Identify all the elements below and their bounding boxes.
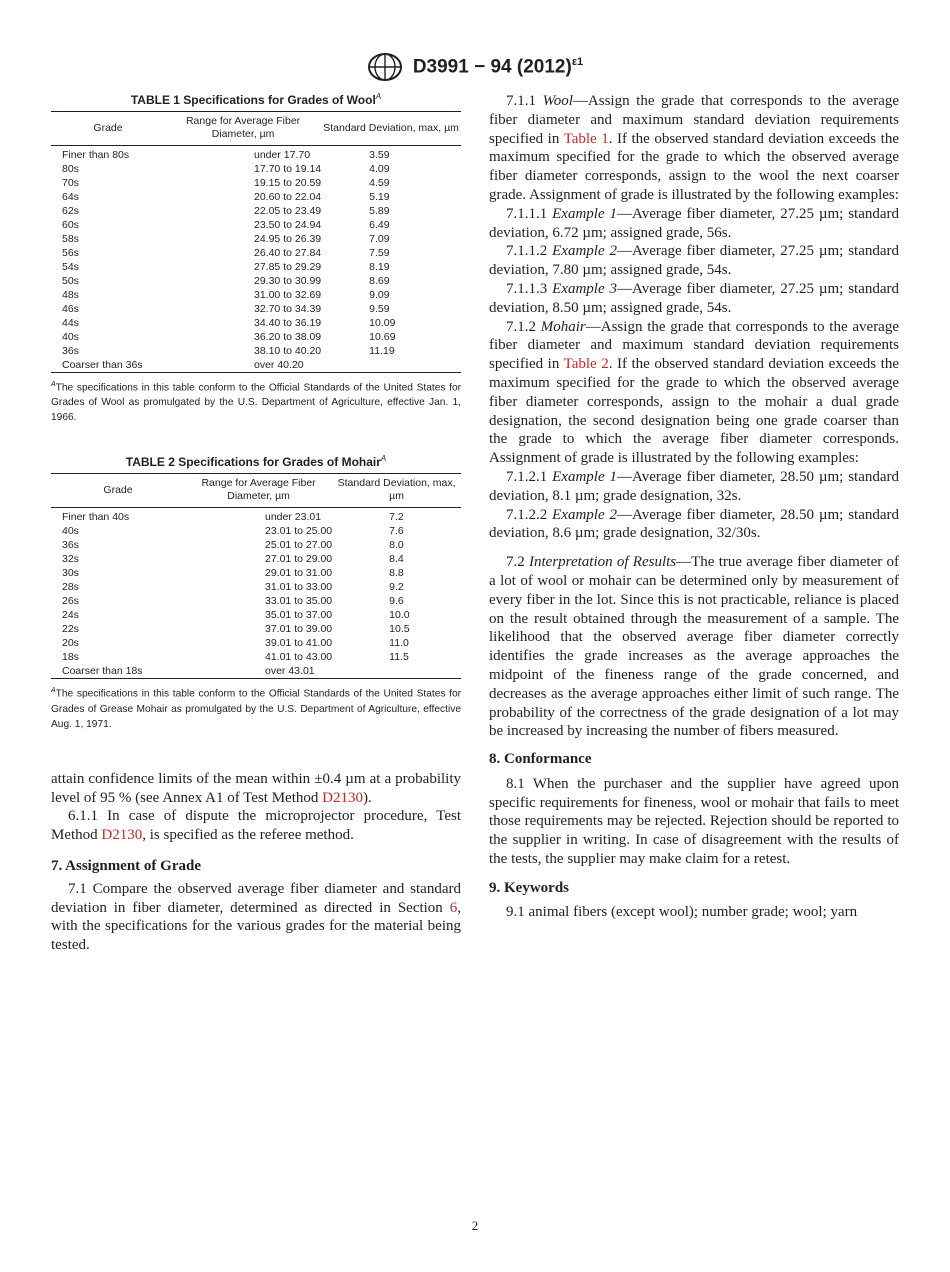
left-body-text bbox=[51, 770, 461, 955]
table-row bbox=[51, 330, 461, 344]
grade-cell: Finer than 40s bbox=[62, 511, 130, 524]
stddev-cell: 11.19 bbox=[369, 345, 395, 357]
grade-cell: Finer than 80s bbox=[62, 149, 130, 161]
range-cell: over 40.20 bbox=[254, 359, 304, 371]
stddev-cell: 9.6 bbox=[389, 595, 404, 608]
grade-cell: 48s bbox=[62, 289, 79, 301]
paragraph-9-1: 9.1 animal fibers (except wool); number grade; wool; yarn bbox=[506, 903, 858, 920]
table-1-header-stddev: Standard Deviation, max, µm bbox=[323, 121, 459, 134]
left-column bbox=[51, 92, 461, 955]
paragraph-7-1-2-1: 7.1.2.1 Example 1—Average fiber diameter, 28.50 µm; standard deviation, 8.1 µm; grade designation, 32s. bbox=[489, 468, 900, 504]
grade-cell: 62s bbox=[62, 205, 79, 217]
table-row bbox=[51, 246, 461, 260]
range-cell: 19.15 to 20.59 bbox=[254, 177, 322, 189]
d2130-link[interactable]: D2130 bbox=[101, 827, 143, 844]
range-cell: under 23.01 bbox=[265, 511, 322, 524]
table-1-block bbox=[51, 92, 461, 425]
stddev-cell: 8.8 bbox=[389, 567, 404, 580]
grade-cell: 70s bbox=[62, 177, 79, 189]
right-column bbox=[489, 92, 899, 921]
range-cell: 23.50 to 24.94 bbox=[254, 219, 322, 231]
table-1-title: TABLE 1 Specifications for Grades of Wool$^A$ bbox=[130, 92, 382, 107]
paragraph-7-1-2-2: 7.1.2.2 Example 2—Average fiber diameter, 28.50 µm; standard deviation, 8.6 µm; grade designation, 32/30s. bbox=[489, 506, 900, 542]
stddev-cell: 10.0 bbox=[389, 609, 410, 622]
stddev-cell: 9.59 bbox=[369, 303, 390, 315]
grade-cell: 64s bbox=[62, 191, 79, 203]
paragraph-7-1-1-2: 7.1.1.2 Example 2—Average fiber diameter, 27.25 µm; standard deviation, 7.80 µm; assigned grade, 54s. bbox=[489, 243, 900, 279]
stddev-cell: 11.5 bbox=[389, 651, 409, 664]
range-cell: 22.05 to 23.49 bbox=[254, 205, 322, 217]
range-cell: 37.01 to 39.00 bbox=[265, 623, 333, 636]
table-row bbox=[51, 594, 461, 608]
stddev-cell: 9.2 bbox=[389, 581, 404, 594]
table-1 bbox=[51, 111, 461, 373]
grade-cell: 56s bbox=[62, 247, 79, 259]
range-cell: 24.95 to 26.39 bbox=[254, 233, 322, 245]
table-1-footnote: $^A$The specifications in this table conform to the Official Standards of the United States for Grades of Wool as promulgated by the U.S. Department of Agriculture, effective Jan. 1, 1966. bbox=[51, 381, 461, 424]
stddev-cell: 5.89 bbox=[369, 205, 390, 217]
page-number: 2 bbox=[471, 1218, 479, 1233]
range-cell: 27.01 to 29.00 bbox=[265, 553, 333, 566]
table-row bbox=[51, 524, 461, 538]
table-row bbox=[51, 538, 461, 552]
astm-logo-icon bbox=[367, 52, 403, 82]
table-2-title: TABLE 2 Specifications for Grades of Mohair$^A$ bbox=[125, 454, 387, 470]
grade-cell: 18s bbox=[62, 651, 79, 664]
stddev-cell bbox=[321, 358, 461, 373]
table-row bbox=[51, 358, 461, 373]
grade-cell: 36s bbox=[62, 539, 79, 552]
table-2-block bbox=[51, 454, 461, 731]
range-cell: 17.70 to 19.14 bbox=[254, 163, 322, 175]
paragraph-7-1: 7.1 Compare the observed average fiber diameter and standard deviation in fiber diameter, determined as directed in Section 6, with the specifications for the various grades for the material being tested. bbox=[51, 880, 461, 954]
grade-cell: 32s bbox=[62, 553, 79, 566]
paragraph-7-1-1: 7.1.1 Wool—Assign the grade that corresponds to the average fiber diameter and maximum standard deviation requirements specified in Table 1. If the observed standard deviation exceeds the maximum specified for the grade to which the observed average fiber diameter corresponds, assign to the wool the next coarser grade. Assignment of grade is illustrated by the following examples: bbox=[489, 93, 900, 203]
table-row bbox=[51, 204, 461, 218]
range-cell: 41.01 to 43.00 bbox=[265, 651, 333, 664]
table-2-header-stddev: Standard Deviation, max, µm bbox=[337, 477, 456, 503]
section-8-heading: 8. Conformance bbox=[489, 751, 592, 768]
range-cell: 36.20 to 38.09 bbox=[254, 331, 322, 343]
range-cell: over 43.01 bbox=[265, 665, 315, 678]
table-row bbox=[51, 274, 461, 288]
table-row bbox=[51, 508, 461, 525]
stddev-cell: 7.09 bbox=[369, 233, 390, 245]
stddev-cell: 8.4 bbox=[389, 553, 404, 566]
table-2-footnote: $^A$The specifications in this table conform to the Official Standards of the United States for Grades of Grease Mohair as promulgated by the U.S. Department of Agriculture, effective Aug. 1, 1971. bbox=[51, 687, 461, 730]
section-7-heading: 7. Assignment of Grade bbox=[51, 857, 201, 874]
grade-cell: 44s bbox=[62, 317, 79, 329]
table-row bbox=[51, 162, 461, 176]
table-row bbox=[51, 288, 461, 302]
stddev-cell: 10.5 bbox=[389, 623, 410, 636]
grade-cell: Coarser than 36s bbox=[62, 359, 143, 371]
table-1-header-range: Range for Average Fiber Diameter, µm bbox=[185, 115, 301, 140]
grade-cell: 80s bbox=[62, 163, 79, 175]
range-cell: 38.10 to 40.20 bbox=[254, 345, 322, 357]
d2130-link[interactable]: D2130 bbox=[322, 789, 363, 806]
range-cell: under 17.70 bbox=[254, 149, 311, 161]
range-cell: 35.01 to 37.00 bbox=[265, 609, 333, 622]
table-row bbox=[51, 218, 461, 232]
paragraph-7-1-1-3: 7.1.1.3 Example 3—Average fiber diameter, 27.25 µm; standard deviation, 8.50 µm; assigned grade, 54s. bbox=[489, 280, 900, 316]
stddev-cell: 7.6 bbox=[389, 525, 404, 538]
range-cell: 23.01 to 25.00 bbox=[265, 525, 333, 538]
grade-cell: 54s bbox=[62, 261, 79, 273]
range-cell: 33.01 to 35.00 bbox=[265, 595, 333, 608]
stddev-cell: 10.69 bbox=[369, 331, 396, 343]
document-designation: D3991 − 94 $(2012)^{\varepsilon 1}$ bbox=[412, 55, 584, 78]
range-cell: 39.01 to 41.00 bbox=[265, 637, 333, 650]
table-2-header-range: Range for Average Fiber Diameter, µm bbox=[201, 477, 316, 503]
grade-cell: 40s bbox=[62, 525, 79, 538]
grade-cell: 58s bbox=[62, 233, 79, 245]
table-row bbox=[51, 636, 461, 650]
stddev-cell: 3.59 bbox=[369, 149, 390, 161]
grade-cell: 24s bbox=[62, 609, 79, 622]
grade-cell: 30s bbox=[62, 567, 79, 580]
stddev-cell: 4.59 bbox=[369, 177, 390, 189]
table-row bbox=[51, 146, 461, 163]
paragraph-7-1-1-1: 7.1.1.1 Example 1—Average fiber diameter, 27.25 µm; standard deviation, 6.72 µm; assigned grade, 56s. bbox=[489, 205, 900, 241]
table-row bbox=[51, 650, 461, 664]
grade-cell: 20s bbox=[62, 637, 79, 650]
range-cell: 20.60 to 22.04 bbox=[254, 191, 322, 203]
grade-cell: 22s bbox=[62, 623, 79, 636]
grade-cell: 36s bbox=[62, 345, 79, 357]
stddev-cell: 7.2 bbox=[389, 511, 404, 524]
table-2-header-grade: Grade bbox=[103, 483, 133, 496]
table-row bbox=[51, 552, 461, 566]
paragraph-6-1-1: 6.1.1 In case of dispute the microprojector procedure, Test Method D2130, is specified as the referee method. bbox=[51, 808, 461, 844]
range-cell: 31.01 to 33.00 bbox=[265, 581, 333, 594]
paragraph-confidence-limits: attain confidence limits of the mean within ±0.4 µm at a probability level of 95 % (see Annex A1 of Test Method D2130). bbox=[51, 770, 461, 806]
grade-cell: 46s bbox=[62, 303, 79, 315]
table-row bbox=[51, 316, 461, 330]
section-6-link[interactable]: 6 bbox=[449, 899, 458, 916]
stddev-cell: 5.19 bbox=[369, 191, 390, 203]
stddev-cell: 11.0 bbox=[389, 637, 409, 650]
range-cell: 25.01 to 27.00 bbox=[265, 539, 333, 552]
table-row bbox=[51, 566, 461, 580]
grade-cell: 28s bbox=[62, 581, 79, 594]
range-cell: 29.01 to 31.00 bbox=[265, 567, 333, 580]
paragraph-7-2: 7.2 Interpretation of Results—The true average fiber diameter of a lot of wool or mohair can be determined only by measurement of every fiber in the lot. Since this is not practicable, reliance is placed on the result obtained through the measurement of a sample. The likelihood that the observed average fiber diameter correctly identifies the grade increases as the average approaches the midpoint of the fineness range of the grade concerned, and decreases as the average approaches either limit of such range. The probability of the correctness of the grade designation of a lot may be increased by increasing the number of fibers measured. bbox=[489, 554, 899, 740]
range-cell: 32.70 to 34.39 bbox=[254, 303, 322, 315]
table-row bbox=[51, 608, 461, 622]
range-cell: 26.40 to 27.84 bbox=[254, 247, 322, 259]
grade-cell: 50s bbox=[62, 275, 79, 287]
table-row bbox=[51, 622, 461, 636]
stddev-cell: 7.59 bbox=[369, 247, 390, 259]
grade-cell: 26s bbox=[62, 595, 79, 608]
page-header bbox=[0, 52, 950, 82]
table-1-header-grade: Grade bbox=[93, 121, 123, 134]
stddev-cell: 6.49 bbox=[369, 219, 390, 231]
stddev-cell: 10.09 bbox=[369, 317, 396, 329]
grade-cell: 60s bbox=[62, 219, 79, 231]
table-row bbox=[51, 260, 461, 274]
range-cell: 29.30 to 30.99 bbox=[254, 275, 322, 287]
paragraph-8-1: 8.1 When the purchaser and the supplier have agreed upon specific requirements for fineness, wool or mohair that fails to meet those requirements may be rejected. Rejection should be reported to the supplier in writing. In case of disagreement with the results of the tests, the supplier may make claim for a retest. bbox=[489, 775, 899, 868]
table-row bbox=[51, 344, 461, 358]
grade-cell: Coarser than 18s bbox=[62, 665, 143, 678]
table-row bbox=[51, 664, 461, 679]
stddev-cell bbox=[332, 664, 461, 679]
grade-cell: 40s bbox=[62, 331, 79, 343]
table-row bbox=[51, 580, 461, 594]
stddev-cell: 4.09 bbox=[369, 163, 390, 175]
stddev-cell: 8.19 bbox=[369, 261, 390, 273]
table-row bbox=[51, 302, 461, 316]
table-2 bbox=[51, 473, 461, 679]
range-cell: 31.00 to 32.69 bbox=[254, 289, 322, 301]
range-cell: 27.85 to 29.29 bbox=[254, 261, 322, 273]
stddev-cell: 8.0 bbox=[389, 539, 404, 552]
table-row bbox=[51, 232, 461, 246]
range-cell: 34.40 to 36.19 bbox=[254, 317, 322, 329]
table-2-link[interactable]: Table 2 bbox=[563, 356, 609, 373]
table-1-link[interactable]: Table 1 bbox=[563, 130, 609, 147]
section-9-heading: 9. Keywords bbox=[489, 879, 569, 896]
stddev-cell: 8.69 bbox=[369, 275, 390, 287]
table-row bbox=[51, 190, 461, 204]
stddev-cell: 9.09 bbox=[369, 289, 390, 301]
table-row bbox=[51, 176, 461, 190]
paragraph-7-1-2: 7.1.2 Mohair—Assign the grade that corresponds to the average fiber diameter and maximum standard deviation requirements specified in Table 2. If the observed standard deviation exceeds the maximum specified for the grade to which the observed average fiber diameter corresponds, assign to the mohair a dual grade designation, the second designation being one grade coarser than the grade to which the average fiber diameter corresponds. Assignment of grade is illustrated by the following examples: bbox=[489, 318, 899, 467]
